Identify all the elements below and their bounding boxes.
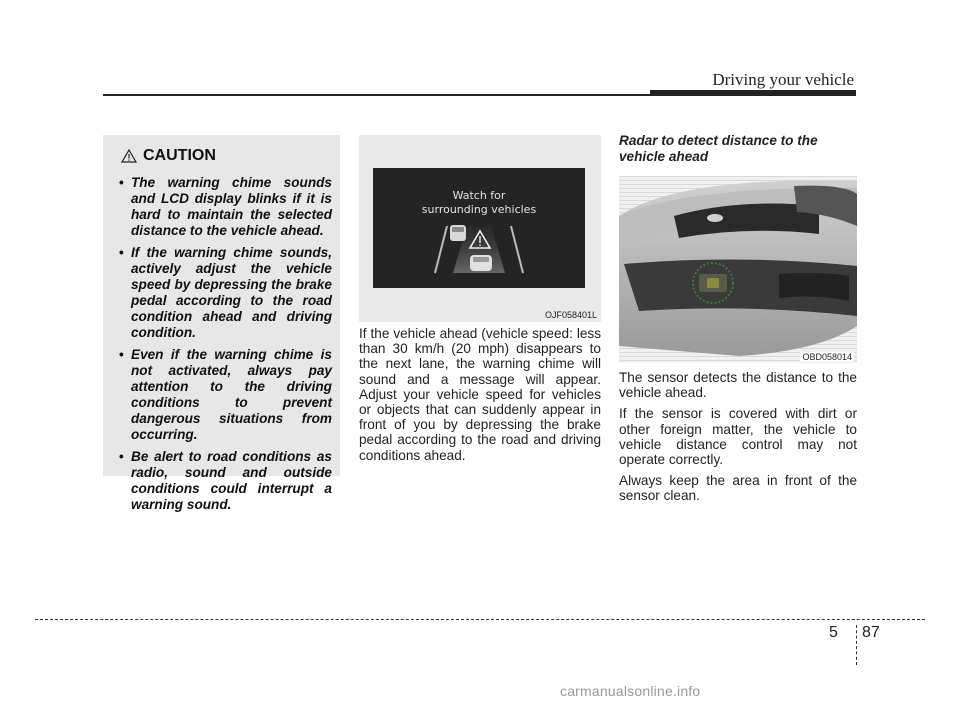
caution-list: [113, 175, 332, 513]
radar-description: [619, 370, 857, 510]
car-front-illustration: [619, 176, 857, 363]
car-front-figure: [619, 176, 857, 363]
cluster-display-figure: [359, 135, 601, 322]
display-message-line-2: surrounding vehicles: [421, 203, 537, 216]
caution-item: • Be alert to road conditions as radio, sound and outside conditions could interrupt a warning sound.: [113, 449, 332, 513]
display-message-line-1: Watch for: [452, 189, 506, 202]
page-number: 87: [862, 624, 880, 641]
footer-rule: [35, 619, 925, 620]
caution-title: CAUTION: [143, 147, 216, 164]
radar-paragraph: The sensor detects the distance to the vehicle ahead.: [619, 370, 857, 401]
section-header: Driving your vehicle: [712, 70, 854, 89]
radar-section-heading: Radar to detect distance to the vehicle ahead: [619, 133, 818, 164]
header-rule-accent: [650, 90, 856, 96]
caution-item: • Even if the warning chime is not activated, always pay attention to the driving conditions to prevent dangerous situations from occurring.: [113, 347, 332, 443]
caution-header: [121, 143, 332, 169]
warning-triangle-icon: [121, 149, 137, 163]
caution-item: • If the warning chime sounds, actively adjust the vehicle speed by depressing the brake pedal according to the road condition ahead and driving condition.: [113, 245, 332, 341]
cluster-display-screen: [373, 168, 585, 288]
middle-paragraph: If the vehicle ahead (vehicle speed: less than 30 km/h (20 mph) disappears to the next lane, the warning chime will sound and a message will appear. Adjust your vehicle speed for vehicles or objects that can suddenly appear in front of you by depressing the brake pedal according to the road and driving conditions ahead.: [359, 326, 601, 463]
footer-divider: [856, 625, 857, 665]
watermark: carmanualsonline.info: [560, 683, 701, 699]
radar-paragraph: If the sensor is covered with dirt or other foreign matter, the vehicle to vehicle distance control may not operate correctly.: [619, 406, 857, 468]
figure-code: OBD058014: [802, 352, 852, 362]
chapter-number: 5: [829, 624, 838, 641]
caution-box: [103, 135, 340, 512]
lane-illustration: [373, 168, 585, 288]
figure-code: OJF058401L: [544, 310, 597, 320]
radar-paragraph: Always keep the area in front of the sensor clean.: [619, 473, 857, 504]
caution-item: • The warning chime sounds and LCD display blinks if it is hard to maintain the selected distance to the vehicle ahead.: [113, 175, 332, 239]
